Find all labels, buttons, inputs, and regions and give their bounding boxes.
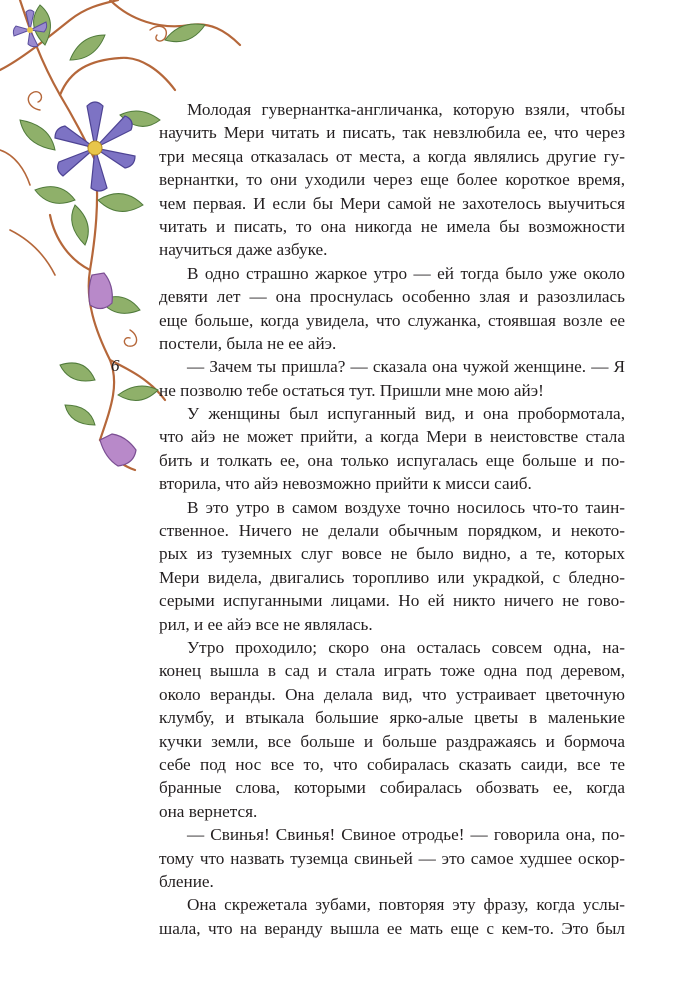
- text-line: чем первая. И если бы Мери самой не захотелось выучиться: [159, 193, 625, 213]
- text-line: Она скрежетала зубами, повторяя эту фразу, когда услы-: [187, 895, 625, 915]
- page-number: 6: [111, 356, 120, 375]
- paragraph: [159, 262, 625, 356]
- text-line: серыми испуганными лицами. Но ей никто ничего не гово-: [159, 591, 625, 611]
- text-line: научить Мери читать и писать, так невзлюбила ее, что через: [159, 123, 625, 143]
- paragraph: [159, 98, 625, 262]
- text-line: еще больше, когда увидела, что служанка, стоявшая возле ее: [159, 310, 625, 330]
- paragraph: [159, 823, 625, 893]
- paragraph: [159, 355, 625, 402]
- text-line: девяти лет — она проснулась особенно злая и разозлилась: [159, 287, 625, 307]
- text-line: вторила, что айэ невозможно прийти к мисси саиб.: [159, 474, 532, 494]
- text-line: она вернется.: [159, 801, 258, 821]
- text-line: бранные слова, которыми собиралась обозвать ее, когда: [159, 778, 625, 798]
- text-line: рил, и ее айэ все не являлась.: [159, 614, 373, 634]
- text-line: У женщины был испуганный вид, и она пробормотала,: [187, 404, 625, 424]
- leaf: [65, 405, 95, 425]
- text-line: что айэ не может прийти, а когда Мери в неистовстве стала: [159, 427, 625, 447]
- text-line: вернантки, то они уходили через еще более короткое время,: [159, 170, 625, 190]
- text-line: шала, что на веранду вышла ее мать еще с кем-то. Это был: [159, 918, 625, 938]
- text-line: три месяца отказалась от места, а когда являлись другие гу-: [159, 146, 625, 166]
- text-line: Молодая гувернантка-англичанка, которую взяли, чтобы: [187, 100, 625, 119]
- text-line: ственное. Ничего не делали обычным порядком, и некото-: [159, 521, 625, 541]
- text-line: читать и писать, то она никогда не имела бы возможности: [159, 216, 625, 236]
- text-line: не позволю тебе остаться тут. Пришли мне мою айэ!: [159, 380, 544, 400]
- text-line: В это утро в самом воздухе точно носилось что-то таин-: [187, 497, 625, 517]
- vine-stem: [60, 58, 175, 95]
- text-line: себе под нос все то, что собиралась сказать саиди, все те: [159, 754, 625, 774]
- text-line: кучки земли, все больше и больше раздражаясь и бормоча: [159, 731, 625, 751]
- text-line: Мери видела, двигались торопливо или украдкой, с бледно-: [159, 567, 625, 587]
- text-line: — Свинья! Свинья! Свиное отродье! — говорила она, по-: [187, 825, 625, 845]
- leaf: [98, 194, 143, 212]
- vine-tendril: [0, 150, 30, 185]
- bell-flower: [89, 273, 112, 309]
- paragraph: [159, 402, 625, 496]
- vine-tendril: [124, 330, 136, 346]
- text-line: бить и толкать ее, она только испугалась еще больше и по-: [159, 450, 625, 470]
- leaf: [20, 120, 55, 150]
- text-line: около веранды. Она делала вид, что устраивает цветочную: [159, 684, 625, 704]
- text-line: Утро проходило; скоро она осталась совсем одна, на-: [187, 637, 625, 657]
- vine-tendril: [10, 230, 55, 275]
- paragraph: [159, 893, 625, 940]
- vine-tendril: [28, 92, 41, 110]
- leaf: [72, 205, 89, 245]
- body-text: [159, 98, 625, 940]
- leaf: [118, 386, 158, 400]
- text-line: В одно страшно жаркое утро — ей тогда было уже около: [187, 263, 625, 283]
- text-line: конец вышла в сад и стала играть тоже одна под деревом,: [159, 661, 625, 681]
- leaf: [70, 35, 105, 60]
- text-line: клумбу, и втыкала большие ярко-алые цветы в маленькие: [159, 708, 625, 728]
- text-line: — Зачем ты пришла? — сказала она чужой женщине. — Я: [187, 357, 625, 377]
- text-line: рых из туземных слуг вовсе не было видно, а те, которых: [159, 544, 625, 564]
- text-line: научиться даже азбуке.: [159, 240, 328, 260]
- text-line: бление.: [159, 871, 214, 891]
- vine-tendril: [150, 26, 166, 41]
- leaf: [35, 187, 75, 204]
- paragraph: [159, 496, 625, 636]
- paragraph: [159, 636, 625, 823]
- text-line: тому что назвать туземца свиньей — это самое худшее оскор-: [159, 848, 625, 868]
- text-line: постели, была не ее айэ.: [159, 333, 337, 353]
- leaf: [60, 363, 95, 381]
- bell-flower: [100, 434, 136, 466]
